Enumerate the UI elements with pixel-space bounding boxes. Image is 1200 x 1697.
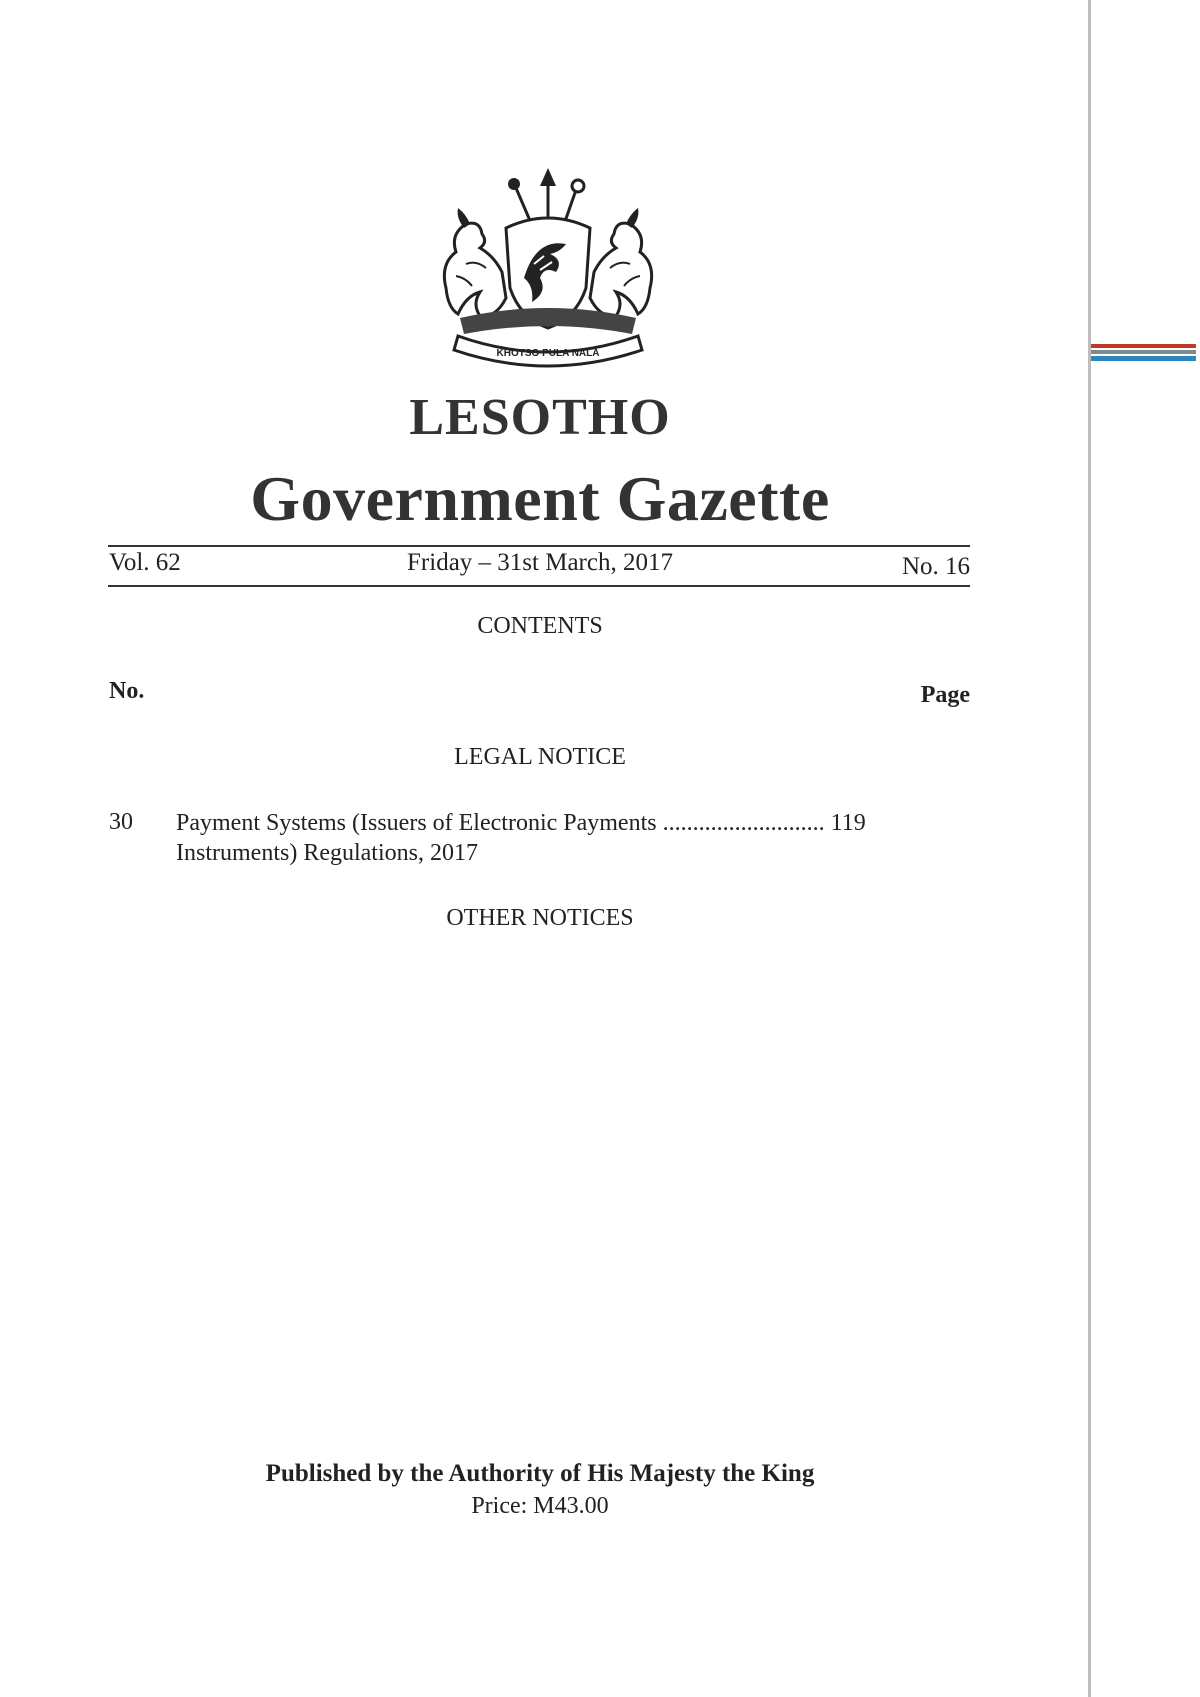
issue-number: No. 16 [901,553,970,580]
publisher-statement: Published by the Authority of His Majesty the King [265,1460,815,1487]
publication-title: Government Gazette [250,463,830,534]
column-header-number: No. [109,678,145,704]
entry-title-line-2: Instruments) Regulations, 2017 [176,840,478,866]
country-title: LESOTHO [409,389,671,446]
entry-number: 30 [109,809,133,835]
legal-notice-heading: LEGAL NOTICE [454,744,626,770]
page-binding-edge [1088,0,1091,1697]
binding-tab-marker [1091,340,1196,368]
entry-title-line-1: Payment Systems (Issuers of Electronic Payments ........................... 119 [176,810,866,836]
svg-text:KHOTSO PULA NALA: KHOTSO PULA NALA [496,348,600,359]
contents-heading: CONTENTS [477,613,603,639]
entry-page-number: 119 [830,810,866,836]
column-header-page: Page [920,682,970,708]
issue-date: Friday – 31st March, 2017 [407,549,673,576]
entry-title-text: Payment Systems (Issuers of Electronic Payments [176,810,657,836]
masthead-top-rule [108,545,970,547]
volume-number: Vol. 62 [109,549,181,576]
lesotho-coat-of-arms-emblem [436,168,660,368]
price-label: Price: M43.00 [471,1493,609,1519]
masthead-bottom-rule [108,585,970,587]
other-notices-heading: OTHER NOTICES [446,905,634,931]
